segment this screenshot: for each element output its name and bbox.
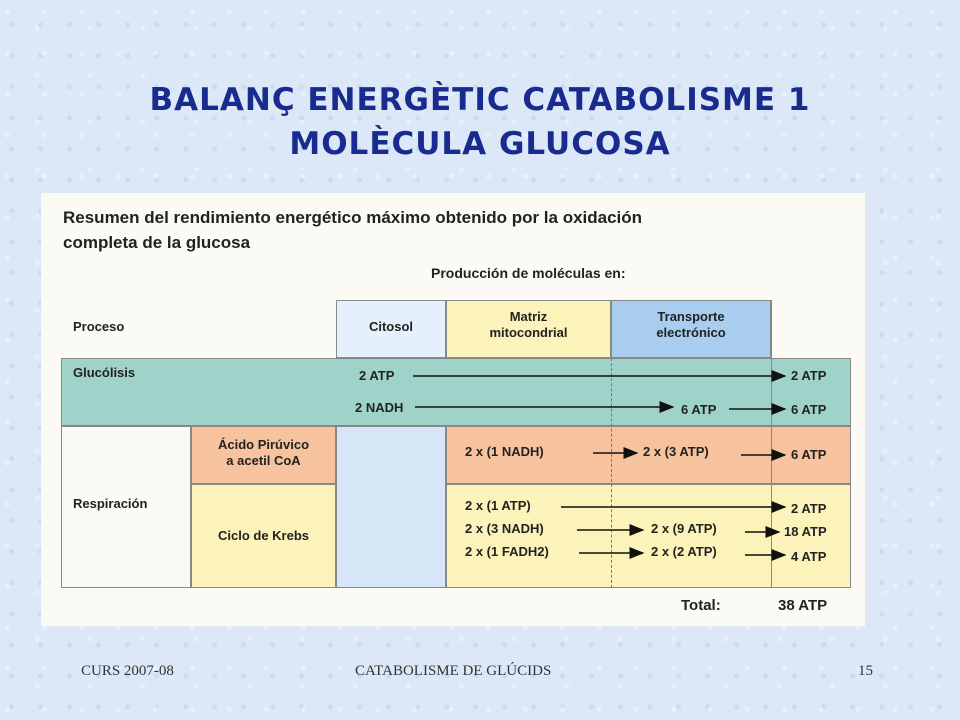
krebs-matriz-atp: 2 x (1 ATP) [465,498,531,513]
energy-balance-table [41,193,865,626]
glucolisis-citosol-nadh: 2 NADH [355,400,404,415]
total-label: Total: [681,597,721,614]
glucolisis-citosol-atp: 2 ATP [359,368,395,383]
col-citosol-label: Citosol [368,319,414,334]
krebs-total-atp: 2 ATP [791,501,827,516]
glucolisis-transporte-atp: 6 ATP [681,402,717,417]
table-heading-line1: Resumen del rendimiento energético máximo obtenido por la oxidación [63,208,643,227]
col-transporte-line1: Transporte [657,309,725,324]
production-header: Producción de moléculas en: [431,265,626,281]
footer-page-number: 15 [858,663,873,679]
krebs-transporte-nadh: 2 x (9 ATP) [651,521,717,536]
footer-course: CURS 2007-08 [81,663,174,679]
acido-matriz-value: 2 x (1 NADH) [465,444,544,459]
krebs-transporte-fadh: 2 x (2 ATP) [651,544,717,559]
krebs-matriz-fadh: 2 x (1 FADH2) [465,544,549,559]
acido-total-value: 6 ATP [791,447,827,462]
krebs-total-nadh: 18 ATP [784,524,827,539]
krebs-matriz-nadh: 2 x (3 NADH) [465,521,544,536]
slide-title-line2: MOLÈCULA GLUCOSA [289,126,671,162]
respiracion-label: Respiración [73,496,148,511]
glucolisis-nadh-total: 6 ATP [791,402,827,417]
krebs-total-fadh: 4 ATP [791,549,827,564]
glucolisis-total-atp: 2 ATP [791,368,827,383]
table-heading-line2: completa de la glucosa [63,233,251,252]
acido-label-line2: a acetil CoA [226,453,301,468]
acido-transporte-value: 2 x (3 ATP) [643,444,709,459]
col-transporte-line2: electrónico [656,325,726,340]
krebs-label: Ciclo de Krebs [217,528,310,543]
acido-label-line1: Ácido Pirúvico [217,437,310,452]
arrows-layer [41,193,865,626]
col-matriz-line1: Matriz [509,309,548,324]
col-proceso-label: Proceso [73,319,125,334]
slide-title [0,78,960,166]
total-value: 38 ATP [778,597,828,614]
glucolisis-label: Glucólisis [73,365,136,380]
footer-topic: CATABOLISME DE GLÚCIDS [355,663,552,679]
slide-title-line1: BALANÇ ENERGÈTIC CATABOLISME 1 [149,82,811,118]
col-matriz-line2: mitocondrial [489,325,568,340]
